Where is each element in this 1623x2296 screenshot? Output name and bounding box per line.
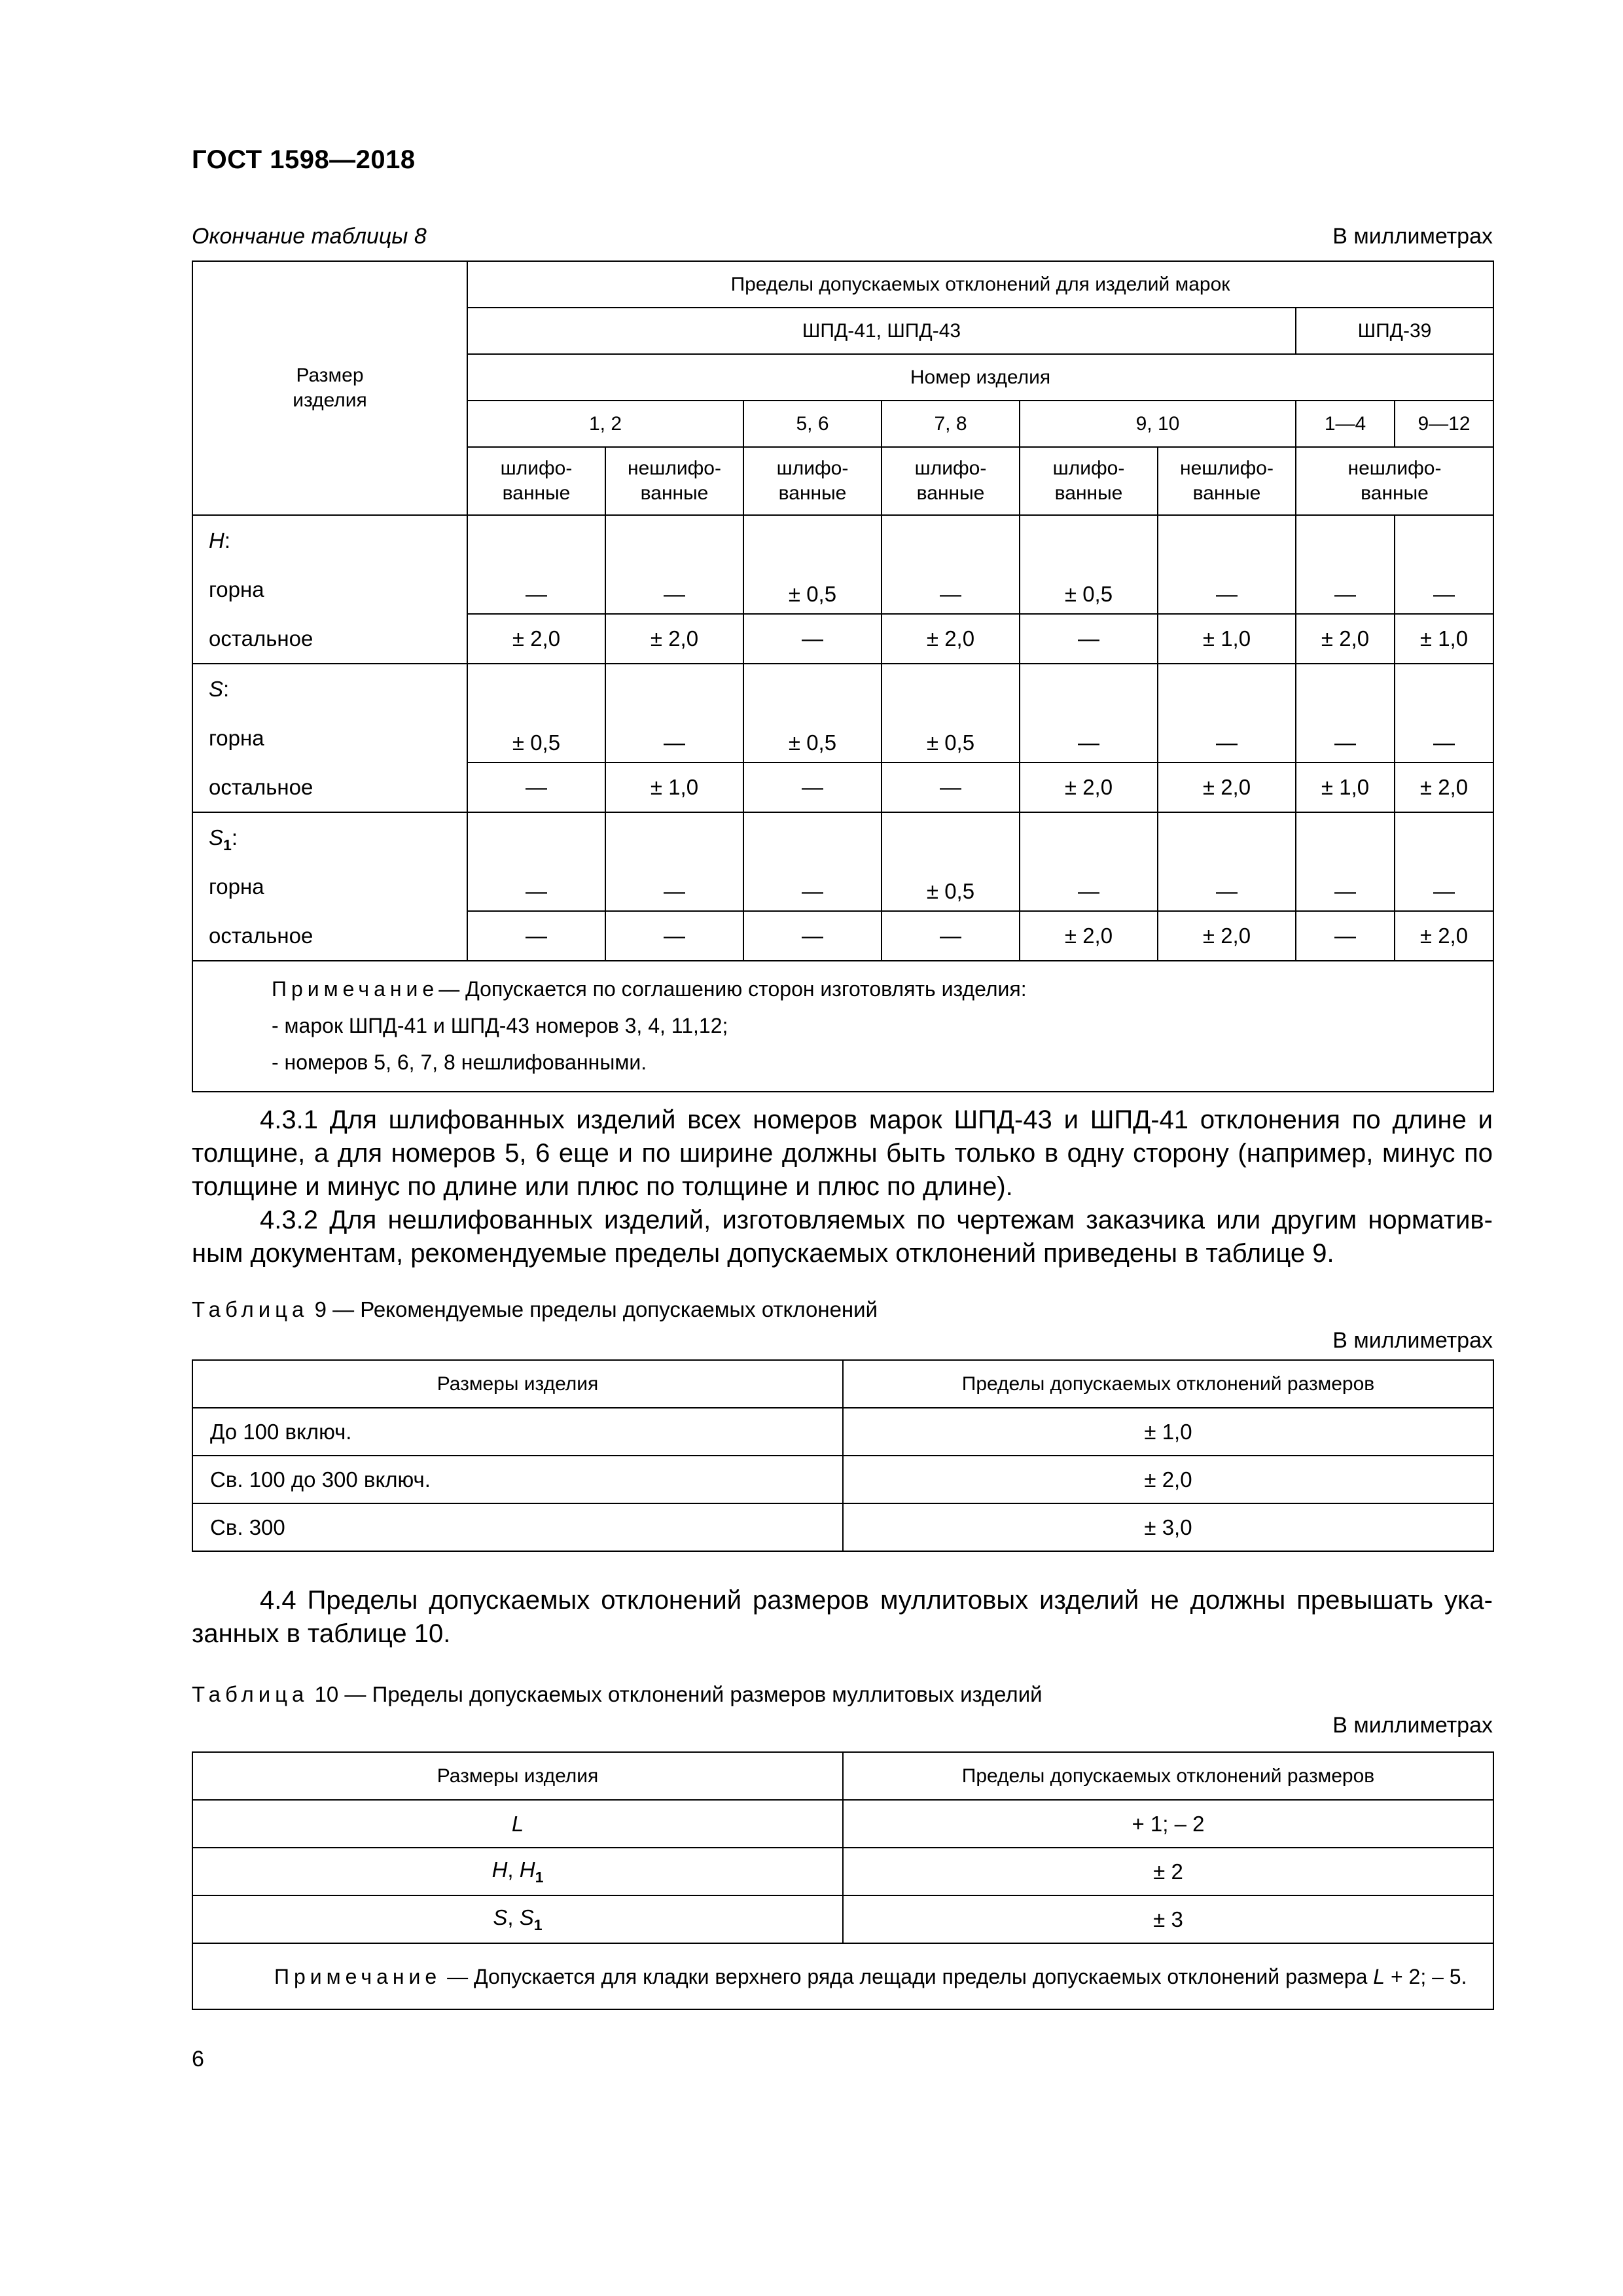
- table-cell: ± 0,5: [882, 664, 1020, 762]
- table-cell: ± 2,0: [882, 614, 1020, 664]
- table-cell: —: [1296, 812, 1395, 911]
- paragraph-4-3-1: 4.3.1 Для шлифованных изделий всех номеров марок ШПД-43 и ШПД-41 отклонения по длине и толщине, а для номеров 5, 6 еще и по ширине должны быть только в одну сторону (например, минус по толщине и минус по длине или плюс по толщине и плюс по длине).: [192, 1105, 1493, 1201]
- grind-col-2: нешлифо- ванные: [605, 447, 743, 515]
- table9: [192, 1359, 1494, 1552]
- note-text: — Допускается по соглашению сторон изготовлять изделия:: [438, 977, 1027, 1001]
- paragraph-4-3-2: 4.3.2 Для нешлифованных изделий, изготовляемых по чертежам заказчика или другим норматив-ным документам, рекомендуемые пределы допускаемых отклонений приведены в таблице 9.: [192, 1206, 1493, 1268]
- table-cell: —: [467, 911, 605, 961]
- table-cell: ± 2,0: [467, 614, 605, 664]
- table8-caption-row: [192, 224, 1493, 249]
- table-cell: ± 3,0: [843, 1503, 1493, 1551]
- table10-title: Таблица 10 — Пределы допускаемых отклонений размеров муллитовых изделий: [192, 1682, 1043, 1706]
- limits-header: Пределы допускаемых отклонений для изделий марок: [467, 261, 1493, 308]
- table8: [192, 260, 1494, 1092]
- table9-units: В миллиметрах: [1332, 1328, 1493, 1353]
- table-cell: —: [1395, 812, 1493, 911]
- group-shpd-39: ШПД-39: [1296, 308, 1493, 354]
- document-header: ГОСТ 1598—2018: [192, 145, 416, 174]
- table-cell: —: [882, 515, 1020, 614]
- table-cell: —: [1158, 664, 1296, 762]
- table-cell: ± 1,0: [843, 1408, 1493, 1456]
- table-cell: —: [1020, 664, 1158, 762]
- table9-title: Таблица 9 — Рекомендуемые пределы допускаемых отклонений: [192, 1297, 878, 1321]
- table-cell: —: [1020, 812, 1158, 911]
- table-cell: —: [743, 614, 882, 664]
- table8-note: [192, 961, 1493, 1092]
- table-cell: —: [882, 762, 1020, 812]
- table-cell: —: [1158, 515, 1296, 614]
- table-cell: ± 2,0: [1020, 911, 1158, 961]
- table8-caption: Окончание таблицы 8: [192, 224, 427, 249]
- page-number: 6: [192, 2047, 204, 2072]
- table-cell: ± 0,5: [882, 812, 1020, 911]
- table-cell: —: [1296, 911, 1395, 961]
- section-h-label: H: горна остальное: [192, 515, 467, 664]
- grind-col-7-8: нешлифо- ванные: [1296, 447, 1493, 515]
- note-item: - марок ШПД-41 и ШПД-43 номеров 3, 4, 11,12;: [272, 1014, 728, 1037]
- table-cell: ± 0,5: [467, 664, 605, 762]
- number-header: Номер изделия: [467, 354, 1493, 401]
- table-cell: —: [1158, 812, 1296, 911]
- table-cell: ± 1,0: [605, 762, 743, 812]
- table-cell: ± 0,5: [743, 515, 882, 614]
- note-label: Примечание: [272, 977, 439, 1001]
- number-9-10: 9, 10: [1020, 401, 1296, 447]
- grind-col-1: шлифо- ванные: [467, 447, 605, 515]
- table-cell: —: [605, 911, 743, 961]
- table-cell: ± 2,0: [1158, 911, 1296, 961]
- table9-col-size: Размеры изделия: [192, 1360, 843, 1408]
- table-cell: —: [605, 664, 743, 762]
- table-cell: ± 2,0: [1020, 762, 1158, 812]
- table-cell: L: [192, 1800, 843, 1848]
- note-label: Примечание: [274, 1964, 442, 1988]
- grind-col-5: шлифо- ванные: [1020, 447, 1158, 515]
- body-text-4-3: [192, 1103, 1493, 1270]
- table-cell: S, $S_1$: [192, 1895, 843, 1943]
- table-cell: Св. 300: [192, 1503, 843, 1551]
- section-s-label: S: горна остальное: [192, 664, 467, 812]
- table-cell: —: [1296, 664, 1395, 762]
- group-shpd-41-43: ШПД-41, ШПД-43: [467, 308, 1296, 354]
- grind-col-3: шлифо- ванные: [743, 447, 882, 515]
- note-item: - номеров 5, 6, 7, 8 нешлифованными.: [272, 1050, 647, 1074]
- table-cell: ± 2,0: [1395, 762, 1493, 812]
- table-cell: —: [743, 812, 882, 911]
- table9-col-limit: Пределы допускаемых отклонений размеров: [843, 1360, 1493, 1408]
- table-cell: ± 2,0: [1296, 614, 1395, 664]
- table-cell: ± 3: [843, 1895, 1493, 1943]
- table-cell: ± 0,5: [743, 664, 882, 762]
- number-5-6: 5, 6: [743, 401, 882, 447]
- table-cell: ± 2: [843, 1848, 1493, 1895]
- body-text-4-4: [192, 1584, 1493, 1651]
- number-1-4: 1—4: [1296, 401, 1395, 447]
- table-cell: ± 2,0: [843, 1456, 1493, 1503]
- table-cell: ± 2,0: [1158, 762, 1296, 812]
- table-cell: —: [605, 515, 743, 614]
- table10-col-size: Размеры изделия: [192, 1752, 843, 1800]
- table-cell: ± 2,0: [605, 614, 743, 664]
- table-cell: + 1; – 2: [843, 1800, 1493, 1848]
- table-cell: —: [1395, 664, 1493, 762]
- table-cell: —: [743, 762, 882, 812]
- table-cell: ± 2,0: [1395, 911, 1493, 961]
- table-cell: —: [743, 911, 882, 961]
- table-cell: H, $H_1$: [192, 1848, 843, 1895]
- table10: [192, 1751, 1494, 2010]
- table10-units: В миллиметрах: [1332, 1713, 1493, 1738]
- section-s1-label: $S_1$: горна остальное: [192, 812, 467, 961]
- number-1-2: 1, 2: [467, 401, 743, 447]
- paragraph-4-4: 4.4 Пределы допускаемых отклонений размеров муллитовых изделий не должны превышать ука-занных в таблице 10.: [192, 1586, 1493, 1648]
- size-header: Размер изделия: [192, 261, 467, 515]
- table10-note: Примечание — Допускается для кладки верхнего ряда лещади пределы допускаемых отклонений размера L + 2; – 5.: [192, 1943, 1493, 2009]
- table-cell: —: [882, 911, 1020, 961]
- table-cell: —: [1020, 614, 1158, 664]
- table-cell: ± 1,0: [1158, 614, 1296, 664]
- grind-col-6: нешлифо- ванные: [1158, 447, 1296, 515]
- table-cell: —: [1296, 515, 1395, 614]
- table8-units: В миллиметрах: [1332, 224, 1493, 249]
- table-cell: —: [467, 762, 605, 812]
- table-cell: —: [605, 812, 743, 911]
- table-cell: До 100 включ.: [192, 1408, 843, 1456]
- table-cell: ± 1,0: [1395, 614, 1493, 664]
- table10-col-limit: Пределы допускаемых отклонений размеров: [843, 1752, 1493, 1800]
- table-cell: —: [1395, 515, 1493, 614]
- table-cell: —: [467, 812, 605, 911]
- number-7-8: 7, 8: [882, 401, 1020, 447]
- table-cell: ± 1,0: [1296, 762, 1395, 812]
- number-9-12: 9—12: [1395, 401, 1493, 447]
- table-cell: Св. 100 до 300 включ.: [192, 1456, 843, 1503]
- table-cell: —: [467, 515, 605, 614]
- grind-col-4: шлифо- ванные: [882, 447, 1020, 515]
- table-cell: ± 0,5: [1020, 515, 1158, 614]
